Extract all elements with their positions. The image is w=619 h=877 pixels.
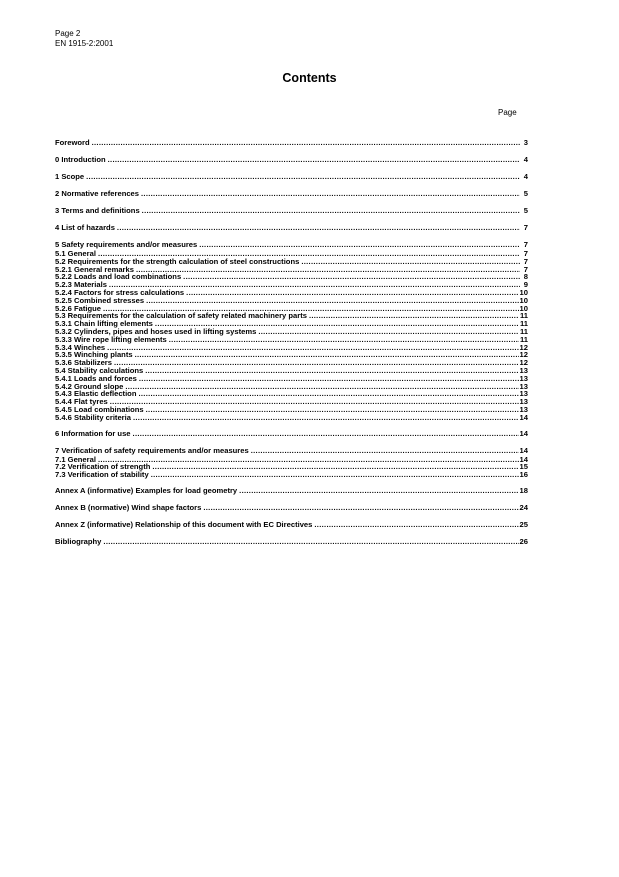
dot-leader xyxy=(92,138,520,148)
dot-leader xyxy=(152,463,518,471)
dot-leader xyxy=(103,537,518,547)
dot-leader xyxy=(142,206,520,216)
toc-entry-label: 5.3 Requirements for the calculation of safety related machinery parts xyxy=(55,311,307,321)
toc-entry-page: 7 xyxy=(523,264,528,274)
toc-entry-page: 13 xyxy=(519,365,528,375)
toc-entry-label: 5.2 Requirements for the strength calculation of steel constructions xyxy=(55,256,300,266)
toc-entry[interactable] xyxy=(55,446,528,456)
dot-leader xyxy=(151,471,519,479)
toc-entry[interactable] xyxy=(55,336,528,344)
dot-leader xyxy=(107,344,518,352)
table-of-contents xyxy=(55,138,528,547)
toc-entry-page: 11 xyxy=(519,334,528,344)
toc-entry-label: Foreword xyxy=(55,138,90,147)
toc-entry-label: 5.4.3 Elastic deflection xyxy=(55,389,137,399)
toc-entry-page: 3 xyxy=(523,138,528,147)
toc-entry-page: 13 xyxy=(519,404,528,414)
toc-entry[interactable] xyxy=(55,172,528,182)
toc-entry-page: 11 xyxy=(519,326,528,336)
toc-entry[interactable] xyxy=(55,138,528,148)
toc-entry-page: 10 xyxy=(519,303,528,313)
dot-leader xyxy=(145,367,518,375)
dot-leader xyxy=(258,328,519,336)
toc-entry-label: Annex B (normative) Wind shape factors xyxy=(55,502,202,512)
dot-leader xyxy=(301,258,520,266)
toc-entry-label: 6 Information for use xyxy=(55,428,131,438)
dot-leader xyxy=(141,189,520,199)
dot-leader xyxy=(239,486,518,496)
toc-entry[interactable] xyxy=(55,486,528,496)
toc-entry-page: 11 xyxy=(519,319,528,329)
toc-entry-page: 18 xyxy=(519,485,528,495)
toc-entry-label: 5.3.1 Chain lifting elements xyxy=(55,319,153,329)
dot-leader xyxy=(86,172,520,182)
toc-entry[interactable] xyxy=(55,240,528,250)
toc-entry-label: 4 List of hazards xyxy=(55,223,115,232)
dot-leader xyxy=(117,223,520,233)
toc-entry[interactable] xyxy=(55,390,528,398)
toc-entry-page: 13 xyxy=(519,397,528,407)
toc-entry[interactable] xyxy=(55,155,528,165)
toc-entry[interactable] xyxy=(55,223,528,233)
dot-leader xyxy=(203,503,518,513)
toc-entry[interactable] xyxy=(55,471,528,479)
toc-entry-page: 7 xyxy=(523,240,528,249)
dot-leader xyxy=(146,297,518,305)
toc-entry-page: 12 xyxy=(519,342,528,352)
toc-entry[interactable] xyxy=(55,520,528,530)
toc-entry-label: Annex A (informative) Examples for load geometry xyxy=(55,485,238,495)
toc-entry-label: 5.3.4 Winches xyxy=(55,342,106,352)
toc-entry-page: 14 xyxy=(519,445,528,455)
dot-leader xyxy=(146,406,519,414)
dot-leader xyxy=(138,390,518,398)
dot-leader xyxy=(199,240,520,250)
toc-entry[interactable] xyxy=(55,206,528,216)
page-number-line: Page 2 xyxy=(55,29,81,38)
toc-entry[interactable] xyxy=(55,503,528,513)
toc-entry-page: 14 xyxy=(519,454,528,464)
toc-entry[interactable] xyxy=(55,414,528,422)
dot-leader xyxy=(108,155,520,165)
toc-entry-page: 8 xyxy=(523,272,528,282)
toc-entry-label: 0 Introduction xyxy=(55,155,106,164)
toc-entry[interactable] xyxy=(55,189,528,199)
toc-entry-label: Bibliography xyxy=(55,536,102,546)
toc-entry-label: 5.4.6 Stability criteria xyxy=(55,412,131,422)
toc-entry-label: 5.3.6 Stabilizers xyxy=(55,358,112,368)
dot-leader xyxy=(133,429,519,439)
toc-entry-label: 7.1 General xyxy=(55,454,96,464)
toc-entry-page: 11 xyxy=(519,311,528,321)
dot-leader xyxy=(136,266,520,274)
toc-entry-label: 5.2.5 Combined stresses xyxy=(55,295,145,305)
dot-leader xyxy=(251,446,519,456)
toc-entry-page: 26 xyxy=(519,536,528,546)
toc-entry-label: Annex Z (informative) Relationship of this document with EC Directives xyxy=(55,519,313,529)
dot-leader xyxy=(114,359,519,367)
toc-entry-label: 5.4.4 Flat tyres xyxy=(55,397,108,407)
page-column-label: Page xyxy=(498,108,517,117)
dot-leader xyxy=(135,351,519,359)
toc-entry-label: 5.2.1 General remarks xyxy=(55,264,134,274)
toc-entry-label: 5.2.3 Materials xyxy=(55,280,107,290)
dot-leader xyxy=(309,312,519,320)
toc-entry-page: 7 xyxy=(523,256,528,266)
toc-entry-page: 12 xyxy=(519,350,528,360)
toc-entry-page: 5 xyxy=(523,206,528,215)
toc-entry-label: 5.4.1 Loads and forces xyxy=(55,373,137,383)
toc-entry-page: 4 xyxy=(523,155,528,164)
page-header xyxy=(55,29,113,49)
toc-entry-page: 25 xyxy=(519,519,528,529)
toc-entry-label: 5.4 Stability calculations xyxy=(55,365,144,375)
toc-entry-label: 7.3 Verification of stability xyxy=(55,470,149,480)
dot-leader xyxy=(183,273,520,281)
toc-entry-page: 15 xyxy=(519,462,528,472)
toc-entry-page: 14 xyxy=(519,428,528,438)
dot-leader xyxy=(314,520,518,530)
toc-entry-label: 5.2.2 Loads and load combinations xyxy=(55,272,182,282)
toc-entry-page: 7 xyxy=(523,249,528,258)
toc-entry-label: 1 Scope xyxy=(55,172,85,181)
toc-entry[interactable] xyxy=(55,351,528,359)
standard-id: EN 1915-2:2001 xyxy=(55,39,114,48)
toc-entry-label: 5.3.3 Wire rope lifting elements xyxy=(55,334,167,344)
toc-entry-label: 5.2.6 Fatigue xyxy=(55,303,102,313)
toc-entry-page: 16 xyxy=(519,470,528,480)
toc-entry-label: 5.2.4 Factors for stress calculations xyxy=(55,287,185,297)
toc-entry-label: 5.1 General xyxy=(55,249,96,258)
toc-entry-page: 13 xyxy=(519,381,528,391)
toc-entry-page: 9 xyxy=(523,280,528,290)
toc-entry[interactable] xyxy=(55,537,528,547)
toc-entry-page: 10 xyxy=(519,295,528,305)
toc-entry-page: 12 xyxy=(519,358,528,368)
toc-entry-label: 7 Verification of safety requirements and/or measures xyxy=(55,445,249,455)
toc-entry[interactable] xyxy=(55,375,528,383)
toc-entry-label: 7.2 Verification of strength xyxy=(55,462,151,472)
dot-leader xyxy=(169,336,519,344)
toc-entry-page: 13 xyxy=(519,389,528,399)
toc-entry-label: 3 Terms and definitions xyxy=(55,206,140,215)
dot-leader xyxy=(133,414,519,422)
toc-entry-page: 24 xyxy=(519,502,528,512)
toc-entry[interactable] xyxy=(55,297,528,305)
dot-leader xyxy=(125,383,518,391)
toc-entry-label: 5.4.2 Ground slope xyxy=(55,381,124,391)
toc-entry-page: 13 xyxy=(519,373,528,383)
dot-leader xyxy=(186,289,518,297)
toc-entry[interactable] xyxy=(55,429,528,439)
toc-entry-label: 2 Normative references xyxy=(55,189,139,198)
toc-entry-page: 4 xyxy=(523,172,528,181)
toc-entry-label: 5 Safety requirements and/or measures xyxy=(55,240,198,249)
page-title: Contents xyxy=(282,71,337,85)
toc-entry-label: 5.3.5 Winching plants xyxy=(55,350,133,360)
dot-leader xyxy=(110,398,519,406)
toc-entry-page: 5 xyxy=(523,189,528,198)
dot-leader xyxy=(139,375,519,383)
toc-entry-page: 14 xyxy=(519,412,528,422)
toc-entry-page: 10 xyxy=(519,287,528,297)
toc-entry-label: 5.3.2 Cylinders, pipes and hoses used in lifting systems xyxy=(55,326,257,336)
toc-entry-label: 5.4.5 Load combinations xyxy=(55,404,144,414)
toc-entry-page: 7 xyxy=(523,223,528,232)
toc-entry[interactable] xyxy=(55,273,528,281)
dot-leader xyxy=(98,456,519,464)
